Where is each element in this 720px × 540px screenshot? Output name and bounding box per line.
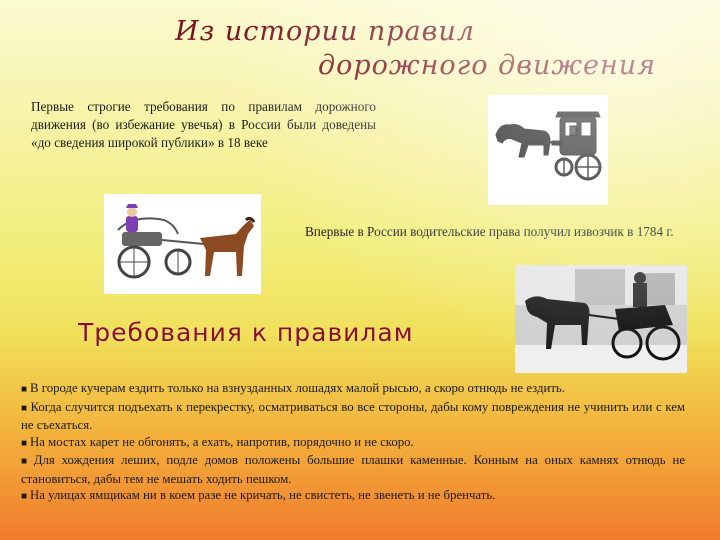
license-paragraph: Впервые в России водительские права получил извозчик в 1784 г.	[305, 224, 674, 239]
rules-list	[21, 380, 685, 506]
carriage-illustration	[488, 95, 608, 205]
rule-text: Для хождения леших, подле домов положены большие плашки каменные. Конным на оных камнях отнюдь не становиться, дабы тем не мешать ходить пешком.	[21, 453, 685, 486]
page-title-line2: дорожного движения	[318, 50, 657, 81]
square-bullet-icon: ■	[21, 456, 31, 467]
rule-item	[21, 380, 685, 399]
rule-text: На мостах карет не обгонять, а ехать, напротив, порядочно и не скоро.	[30, 434, 414, 449]
rule-item	[21, 399, 685, 434]
square-bullet-icon: ■	[21, 437, 28, 449]
buggy-illustration	[104, 194, 261, 294]
intro-paragraph: Первые строгие требования по правилам дорожного движения (во избежание увечья) в России были доведены «до сведения широкой публики» в 18 веке	[31, 99, 376, 150]
rule-item	[21, 487, 685, 506]
square-bullet-icon: ■	[21, 491, 28, 502]
square-bullet-icon: ■	[21, 384, 28, 395]
section-subtitle: Требования к правилам	[78, 318, 414, 347]
page-title-line1: Из истории правил	[175, 16, 475, 47]
square-bullet-icon: ■	[21, 402, 28, 414]
rule-text: В городе кучерам ездить только на взнузданных лошадях малой рысью, а скоро отнюдь не ездить.	[30, 381, 565, 395]
rule-text: На улицах ямщикам ни в коем разе не кричать, не свистеть, не звенеть и не бренчать.	[30, 488, 496, 502]
rule-text: Когда случится подъехать к перекрестку, осматриваться во все стороны, дабы кому повреждения не учинить или с кем не съехаться.	[21, 399, 685, 432]
rule-item	[21, 434, 685, 453]
horse-cab-photo	[515, 265, 687, 373]
rule-item	[21, 452, 685, 487]
